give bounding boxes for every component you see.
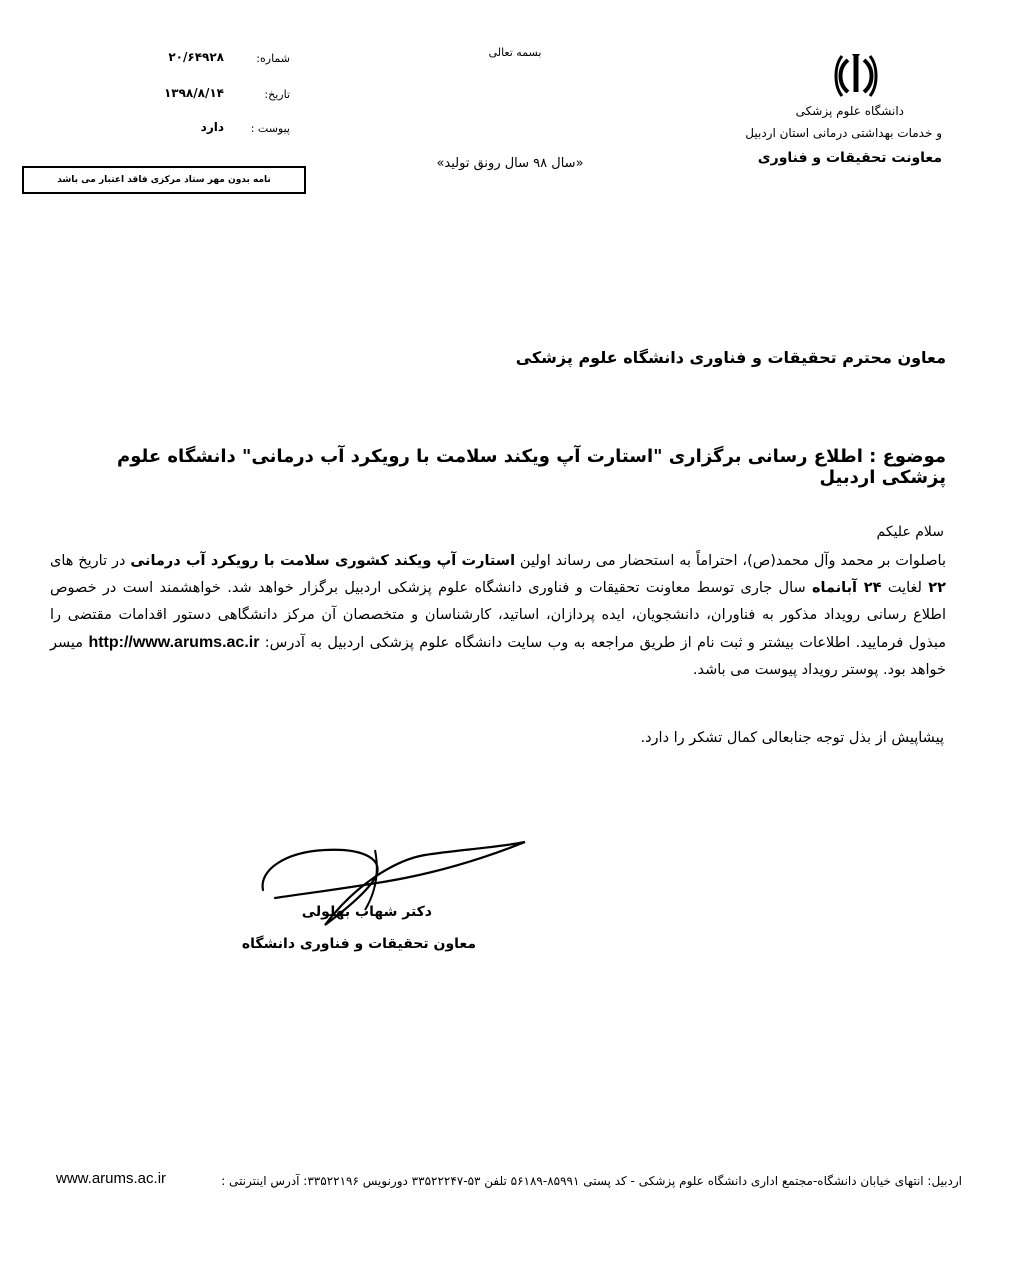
org-line-2: و خدمات بهداشتی درمانی استان اردبیل	[745, 126, 942, 140]
number-label: شماره:	[256, 52, 290, 65]
footer-website[interactable]: www.arums.ac.ir	[56, 1170, 167, 1187]
signer-title: معاون تحقیقات و فناوری دانشگاه	[241, 936, 476, 952]
para-text-5: میسر خواهد بود. پوستر رویداد پیوست می باشد.	[50, 635, 946, 678]
validity-notice	[22, 166, 306, 194]
para-text-3: لغایت	[881, 580, 929, 596]
letter-date: ۱۳۹۸/۸/۱۴	[163, 86, 224, 100]
year-slogan: «سال ۹۸ سال رونق تولید»	[436, 156, 584, 171]
website-link[interactable]: http://www.arums.ac.ir	[88, 634, 260, 651]
para-text-1: باصلوات بر محمد وآل محمد(ص)، احتراماً به استحضار می رساند اولین	[515, 553, 946, 569]
closing: پیشاپیش از بذل توجه جنابعالی کمال تشکر را دارد.	[640, 730, 944, 746]
org-line-3: معاونت تحقیقات و فناوری	[757, 150, 942, 166]
end-date: ۲۴ آبانماه	[811, 580, 882, 596]
basmala: بسمه تعالی	[488, 46, 542, 59]
body-paragraph	[50, 548, 946, 684]
validity-notice-text: نامه بدون مهر ستاد مرکزی فاقد اعتبار می باشد	[57, 175, 271, 185]
signer-name: دکتر شهاب بهلولی	[301, 904, 432, 920]
iran-emblem-icon	[832, 52, 880, 98]
para-text-4: سال جاری توسط معاونت تحقیقات و فناوری دانشگاه علوم پزشکی اردبیل برگزار خواهد شد. خواهشمند است در خصوص اطلاع رسانی رویداد مذکور به فناوران، دانشجویان، ایده پردازان، اساتید، کارشناسان و متخصصان آن مرکز دانشگاهی دستور اقدامات مقتضی را مبذول فرمایید. اطلاعات بیشتر و ثبت نام از طریق مراجعه به وب سایت دانشگاه علوم پزشکی اردبیل به آدرس:	[50, 580, 946, 651]
date-label: تاریخ:	[264, 88, 290, 101]
letter-number: ۲۰/۶۴۹۲۸	[168, 50, 224, 64]
event-name: استارت آپ ویکند کشوری سلامت با رویکرد آب درمانی	[130, 553, 516, 569]
attachment-label: پیوست :	[250, 122, 290, 135]
attachment-value: دارد	[200, 120, 224, 134]
greeting: سلام علیکم	[876, 524, 944, 540]
recipient: معاون محترم تحقیقات و فناوری دانشگاه علوم پزشکی	[515, 348, 946, 367]
footer-address: اردبیل: انتهای خیابان دانشگاه-مجتمع اداری دانشگاه علوم پزشکی - کد پستی ۸۵۹۹۱-۵۶۱۸۹ تلفن ۵۳-۳۳۵۲۲۲۴۷ دورنویس ۳۳۵۲۲۱۹۶: آدرس اینترنتی :	[221, 1174, 962, 1188]
para-text-2: در تاریخ های	[50, 553, 131, 569]
subject: موضوع : اطلاع رسانی برگزاری "استارت آپ ویکند سلامت با رویکرد آب درمانی" دانشگاه علوم پزشکی اردبیل	[117, 446, 946, 488]
org-line-1: دانشگاه علوم پزشکی	[795, 104, 904, 118]
start-date: ۲۲	[928, 580, 946, 596]
